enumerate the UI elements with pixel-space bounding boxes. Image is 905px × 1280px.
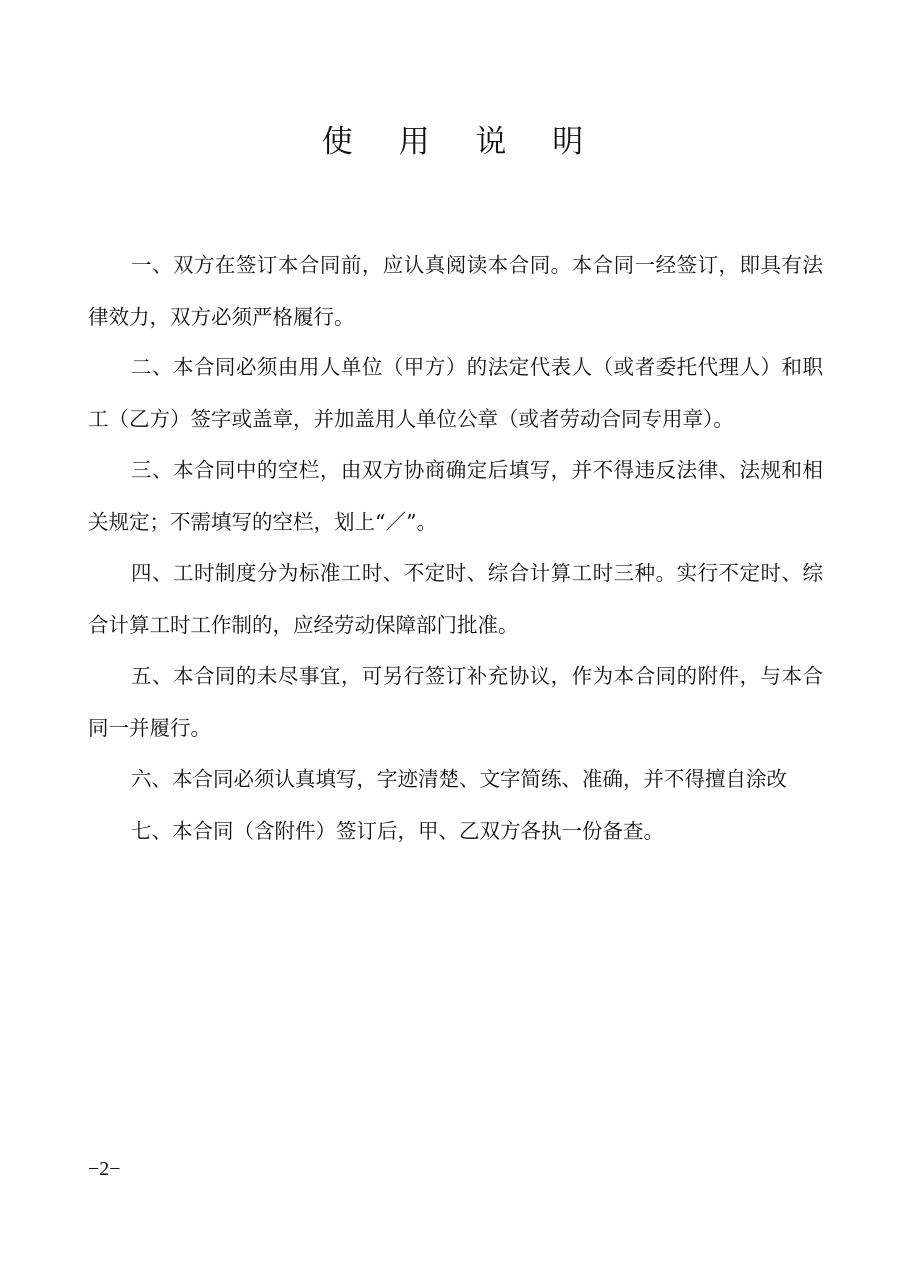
instruction-paragraph-1: 一、双方在签订本合同前，应认真阅读本合同。本合同一经签订，即具有法律效力，双方必须严格履行。 bbox=[88, 253, 823, 329]
instruction-paragraph-7: 七、本合同（含附件）签订后，甲、乙双方各执一份备查。 bbox=[131, 819, 664, 843]
instruction-paragraph-2: 二、本合同必须由用人单位（甲方）的法定代表人（或者委托代理人）和职工（乙方）签字或盖章，并加盖用人单位公章（或者劳动合同专用章）。 bbox=[88, 355, 823, 431]
instruction-paragraph-3: 三、本合同中的空栏，由双方协商确定后填写，并不得违反法律、法规和相关规定；不需填写的空栏，划上“／”。 bbox=[88, 458, 823, 534]
page-number: −2− bbox=[88, 1158, 121, 1180]
instruction-paragraph-5: 五、本合同的未尽事宜，可另行签订补充协议，作为本合同的附件，与本合同一并履行。 bbox=[88, 664, 823, 740]
instruction-paragraph-6: 六、本合同必须认真填写，字迹清楚、文字简练、准确，并不得擅自涂改 bbox=[131, 767, 787, 791]
document-title: 使 用 说 明 bbox=[321, 124, 602, 160]
instruction-paragraph-4: 四、工时制度分为标准工时、不定时、综合计算工时三种。实行不定时、综合计算工时工作制的，应经劳动保障部门批准。 bbox=[88, 561, 823, 637]
